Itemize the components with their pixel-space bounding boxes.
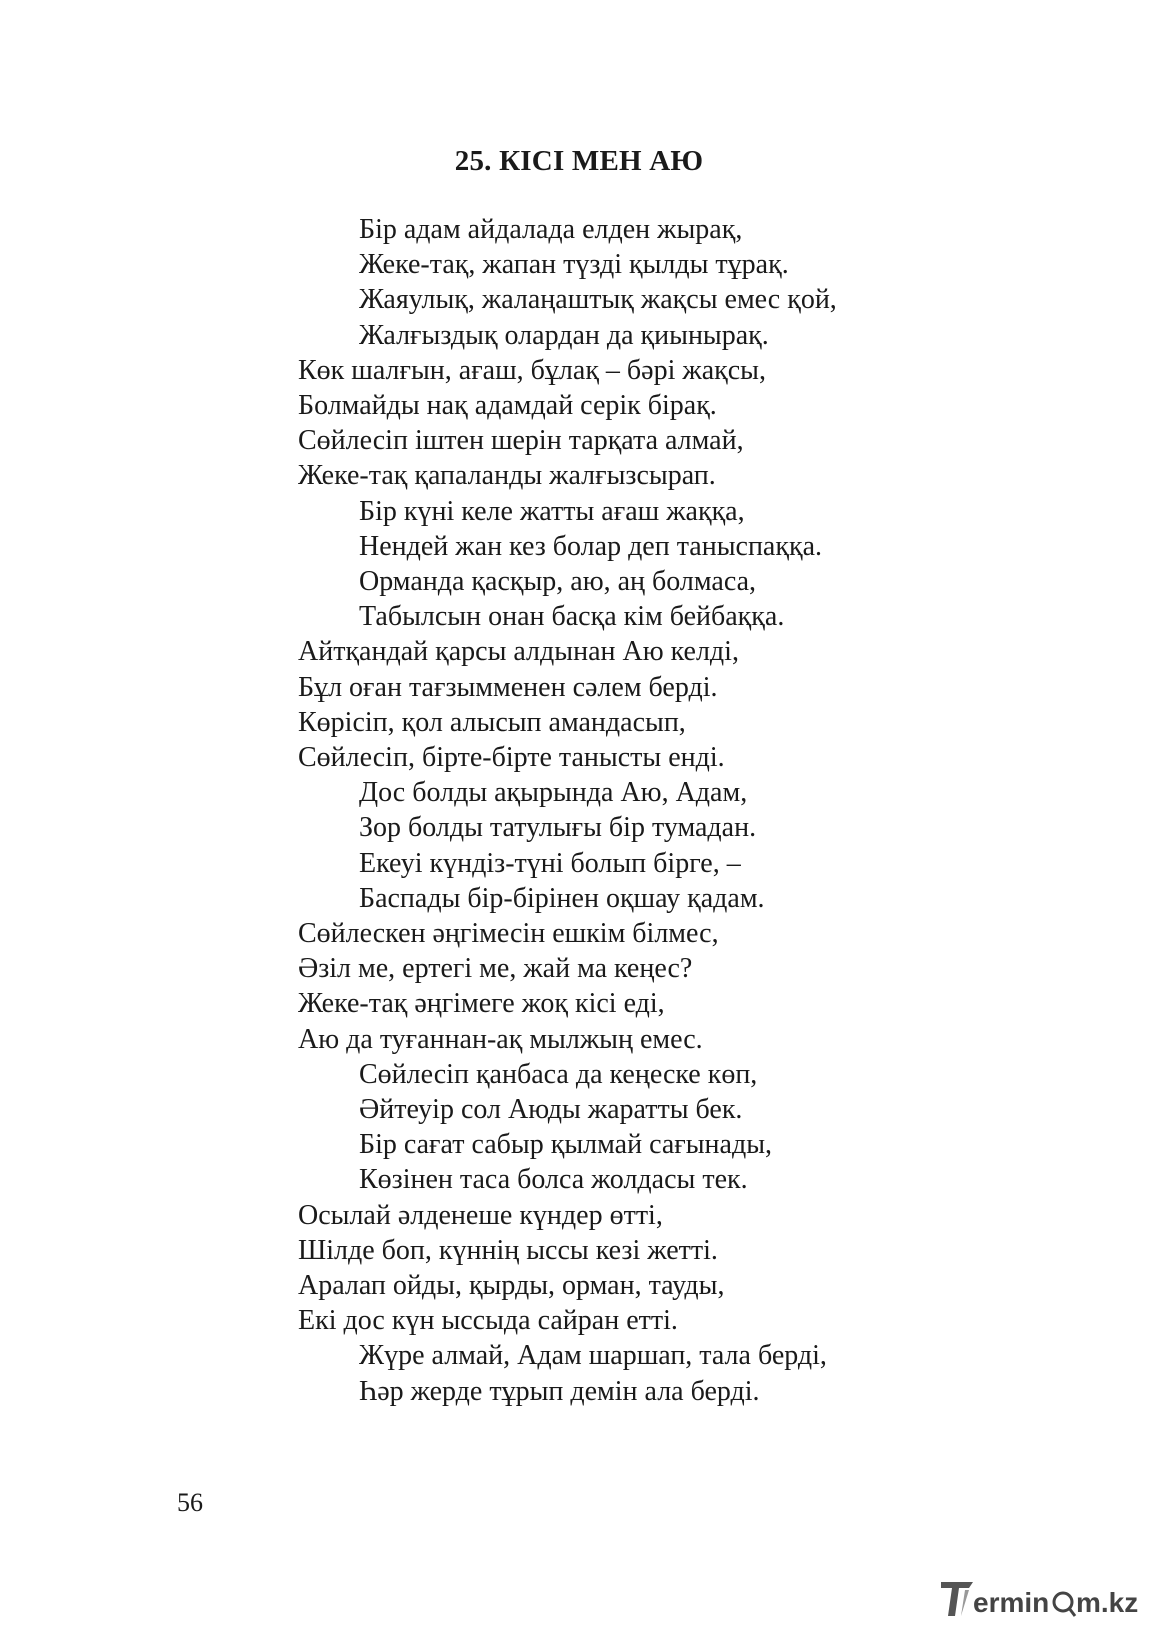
poem-line: Жеке-тақ әңгімеге жоқ кісі еді, xyxy=(298,988,665,1020)
poem-line: Жалғыздық олардан да қиынырақ. xyxy=(359,319,769,351)
poem-line: Сөйлесіп іштен шерін тарқата алмай, xyxy=(298,425,744,457)
poem-line: Нендей жан кез болар деп таныспаққа. xyxy=(359,530,822,562)
poem-line: Сөйлесіп, бірте-бірте танысты енді. xyxy=(298,742,725,773)
poem-line: Зор болды татулығы бір тумадан. xyxy=(359,812,757,844)
poem-line: Жаяулық, жалаңаштық жақсы емес қой, xyxy=(359,284,837,316)
poem-line: Бір сағат сабыр қылмай сағынады, xyxy=(359,1129,773,1161)
poem-line: Жүре алмай, Адам шаршап, тала берді, xyxy=(359,1340,827,1372)
poem-line: Екі дос күн ыссыда сайран етті. xyxy=(298,1305,678,1337)
poem-line: Табылсын онан басқа кім бейбаққа. xyxy=(359,601,785,633)
svg-text:m.kz: m.kz xyxy=(1076,1587,1139,1618)
poem-line: Болмайды нақ адамдай серік бірақ. xyxy=(298,390,717,421)
poem-line: Жеке-тақ қапаланды жалғызсырап. xyxy=(298,460,716,492)
poem-line: Аралап ойды, қырды, орман, тауды, xyxy=(298,1270,725,1301)
poem-line: Екеуі күндіз-түні болып бірге, – xyxy=(359,847,741,879)
svg-text:ermin: ermin xyxy=(973,1587,1050,1618)
poem-line: Әзіл ме, ертегі ме, жай ма кеңес? xyxy=(298,953,693,985)
page-number: 56 xyxy=(177,1488,203,1517)
poem-line: Осылай әлденеше күндер өтті, xyxy=(298,1199,663,1231)
poem-line: Бұл оған тағзымменен сәлем берді. xyxy=(298,671,718,703)
poem-line: Аю да туғаннан-ақ мылжың емес. xyxy=(298,1023,703,1055)
poem-line: Жеке-тақ, жапан түзді қылды тұрақ. xyxy=(359,249,789,281)
poem-line: Дос болды ақырында Аю, Адам, xyxy=(359,777,748,809)
termincom-logo-icon xyxy=(939,1576,1149,1620)
poem-title: 25. КІСІ МЕН АЮ xyxy=(454,145,704,177)
poem-line: Орманда қасқыр, аю, аң болмаса, xyxy=(359,566,757,597)
poem-line: Шілде боп, күннің ыссы кезі жетті. xyxy=(298,1234,718,1266)
poem-line: Баспады бір-бірінен оқшау қадам. xyxy=(359,882,765,914)
poem-line: Көрісіп, қол алысып амандасып, xyxy=(298,706,686,738)
poem-line: Сөйлескен әңгімесін ешкім білмес, xyxy=(298,918,719,949)
poem-line: Әйтеуір сол Аюды жаратты бек. xyxy=(359,1094,743,1125)
poem-line: Сөйлесіп қанбаса да кеңеске көп, xyxy=(359,1058,758,1090)
poem-line: Бір адам айдалада елден жырақ, xyxy=(359,214,743,245)
poem-line: Көк шалғын, ағаш, бұлақ – бәрі жақсы, xyxy=(298,354,766,386)
poem-line: Айтқандай қарсы алдынан Аю келді, xyxy=(298,636,739,668)
poem-line: Бір күні келе жатты ағаш жаққа, xyxy=(359,495,745,527)
poem-line: Һәр жерде тұрып демін ала берді. xyxy=(359,1375,760,1407)
watermark-logo xyxy=(939,1576,1149,1620)
poem-line: Көзінен таса болса жолдасы тек. xyxy=(359,1164,748,1196)
